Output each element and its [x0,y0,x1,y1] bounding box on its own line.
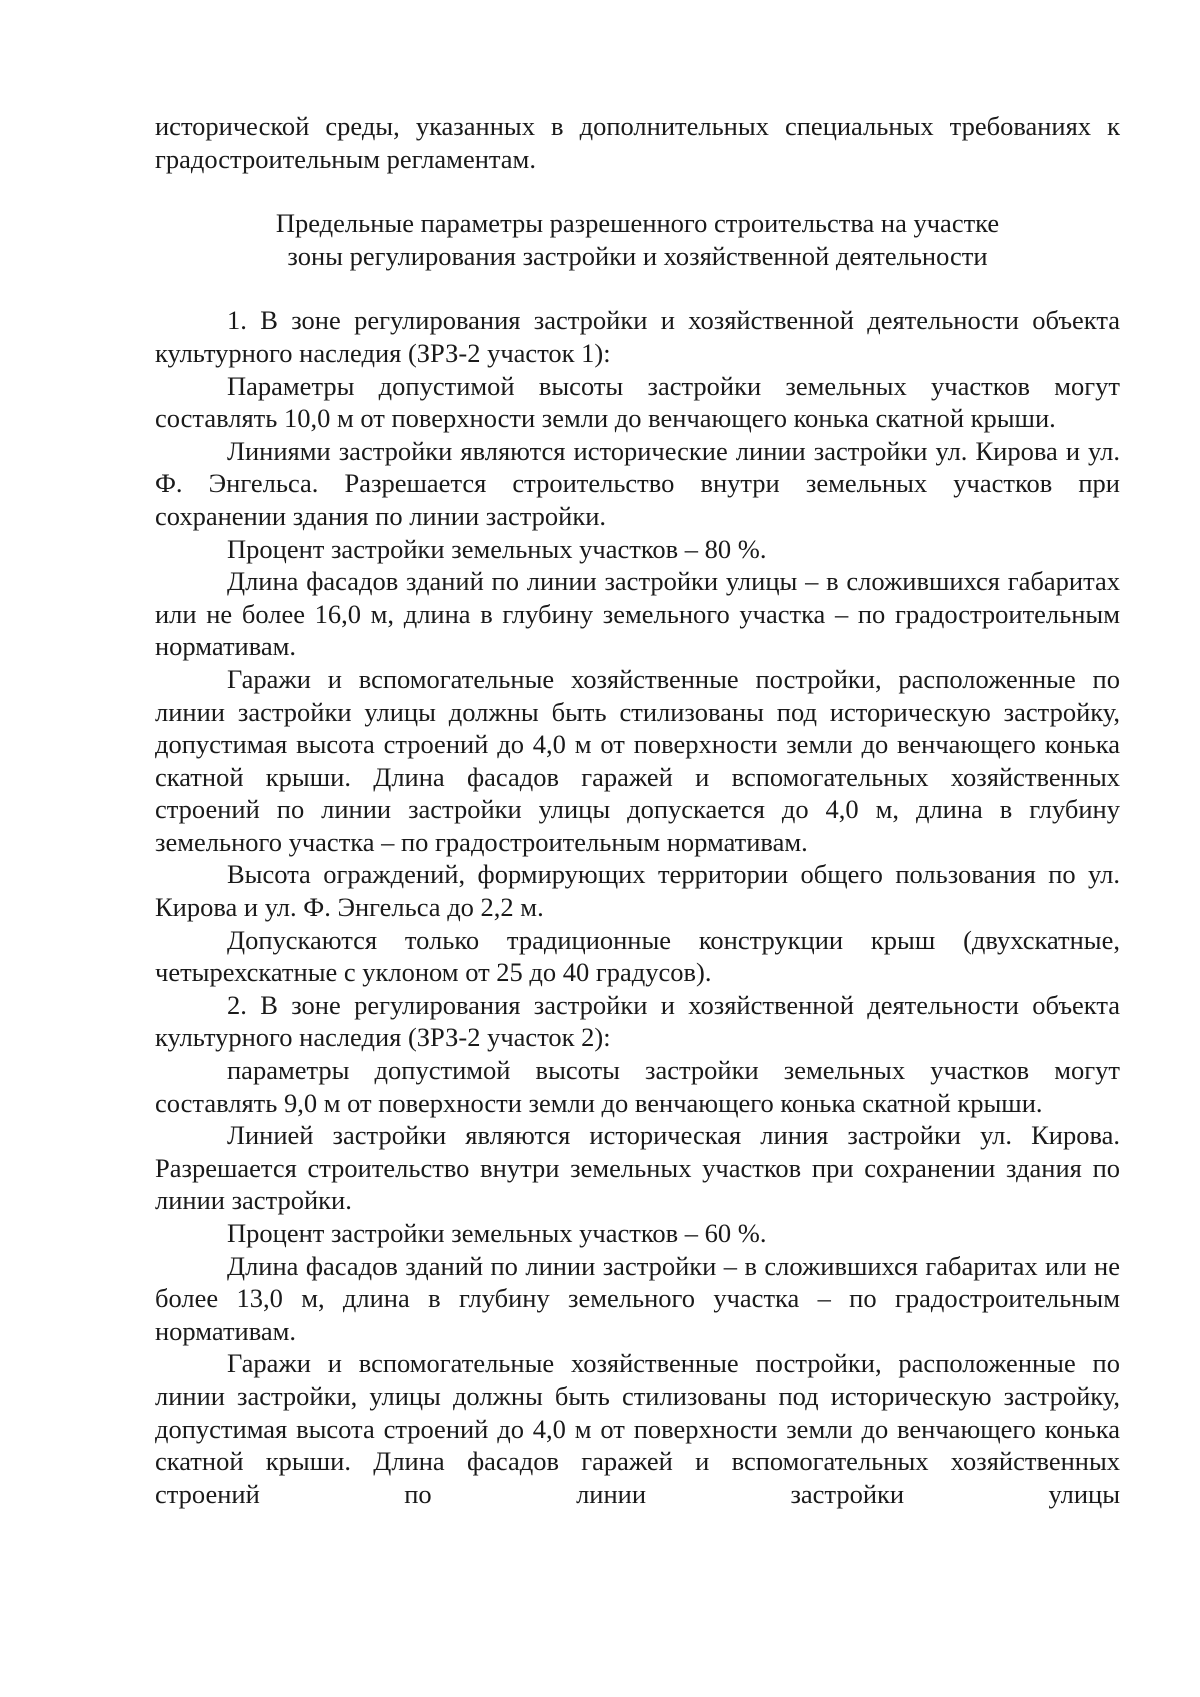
section-heading-line-2: зоны регулирования застройки и хозяйственной деятельности [287,240,988,271]
paragraph-zone-2-intro: 2. В зоне регулирования застройки и хозяйственной деятельности объекта культурного наследия (ЗРЗ-2 участок 2): [155,989,1120,1053]
section-heading [155,207,1120,272]
document-body [155,110,1120,1510]
paragraph-zone-1-fences: Высота ограждений, формирующих территории общего пользования по ул. Кирова и ул. Ф. Энгельса до 2,2 м. [155,859,1120,923]
paragraph-zone-2-percent: Процент застройки земельных участков – 60 %. [227,1218,767,1248]
paragraph-zone-2-building-line: Линией застройки являются историческая линия застройки ул. Кирова. Разрешается строительство внутри земельных участков при сохранении здания по линии застройки. [155,1120,1120,1216]
intro-paragraph: исторической среды, указанных в дополнительных специальных требованиях к градостроительным регламентам. [155,111,1120,174]
paragraph-zone-1-garages: Гаражи и вспомогательные хозяйственные постройки, расположенные по линии застройки улицы должны быть стилизованы под историческую застройку, допустимая высота строений до 4,0 м от поверхности земли до венчающего конька скатной крыши. Длина фасадов гаражей и вспомогательных хозяйственных строений по линии застройки улицы допускается до 4,0 м, длина в глубину земельного участка – по градостроительным нормативам. [155,663,1120,857]
paragraph-zone-1-percent: Процент застройки земельных участков – 80 %. [227,533,767,564]
paragraph-zone-1-facade-length: Длина фасадов зданий по линии застройки улицы – в сложившихся габаритах или не более 16,0 м, длина в глубину земельного участка – по градостроительным нормативам. [155,566,1120,662]
paragraph-zone-2-facade-length: Длина фасадов зданий по линии застройки – в сложившихся габаритах или не более 13,0 м, длина в глубину земельного участка – по градостроительным нормативам. [155,1250,1120,1346]
paragraph-zone-2-garages: Гаражи и вспомогательные хозяйственные постройки, расположенные по линии застройки, улицы должны быть стилизованы под историческую застройку, допустимая высота строений до 4,0 м от поверхности земли до венчающего конька скатной крыши. Длина фасадов гаражей и вспомогательных хозяйственных строений по линии застройки улицы [155,1348,1120,1509]
paragraph-zone-1-intro: 1. В зоне регулирования застройки и хозяйственной деятельности объекта культурного наследия (ЗРЗ-2 участок 1): [155,305,1120,368]
paragraph-zone-1-building-lines: Линиями застройки являются исторические линии застройки ул. Кирова и ул. Ф. Энгельса. Разрешается строительство внутри земельных участков при сохранении здания по линии застройки. [155,435,1120,531]
section-heading-line-1: Предельные параметры разрешенного строительства на участке [275,208,1000,239]
paragraph-zone-2-height: параметры допустимой высоты застройки земельных участков могут составлять 9,0 м от поверхности земли до венчающего конька скатной крыши. [155,1055,1120,1118]
paragraph-zone-1-height: Параметры допустимой высоты застройки земельных участков могут составлять 10,0 м от поверхности земли до венчающего конька скатной крыши. [155,370,1120,434]
paragraph-zone-1-roofs: Допускаются только традиционные конструкции крыш (двухскатные, четырехскатные с уклоном от 25 до 40 градусов). [155,924,1120,988]
